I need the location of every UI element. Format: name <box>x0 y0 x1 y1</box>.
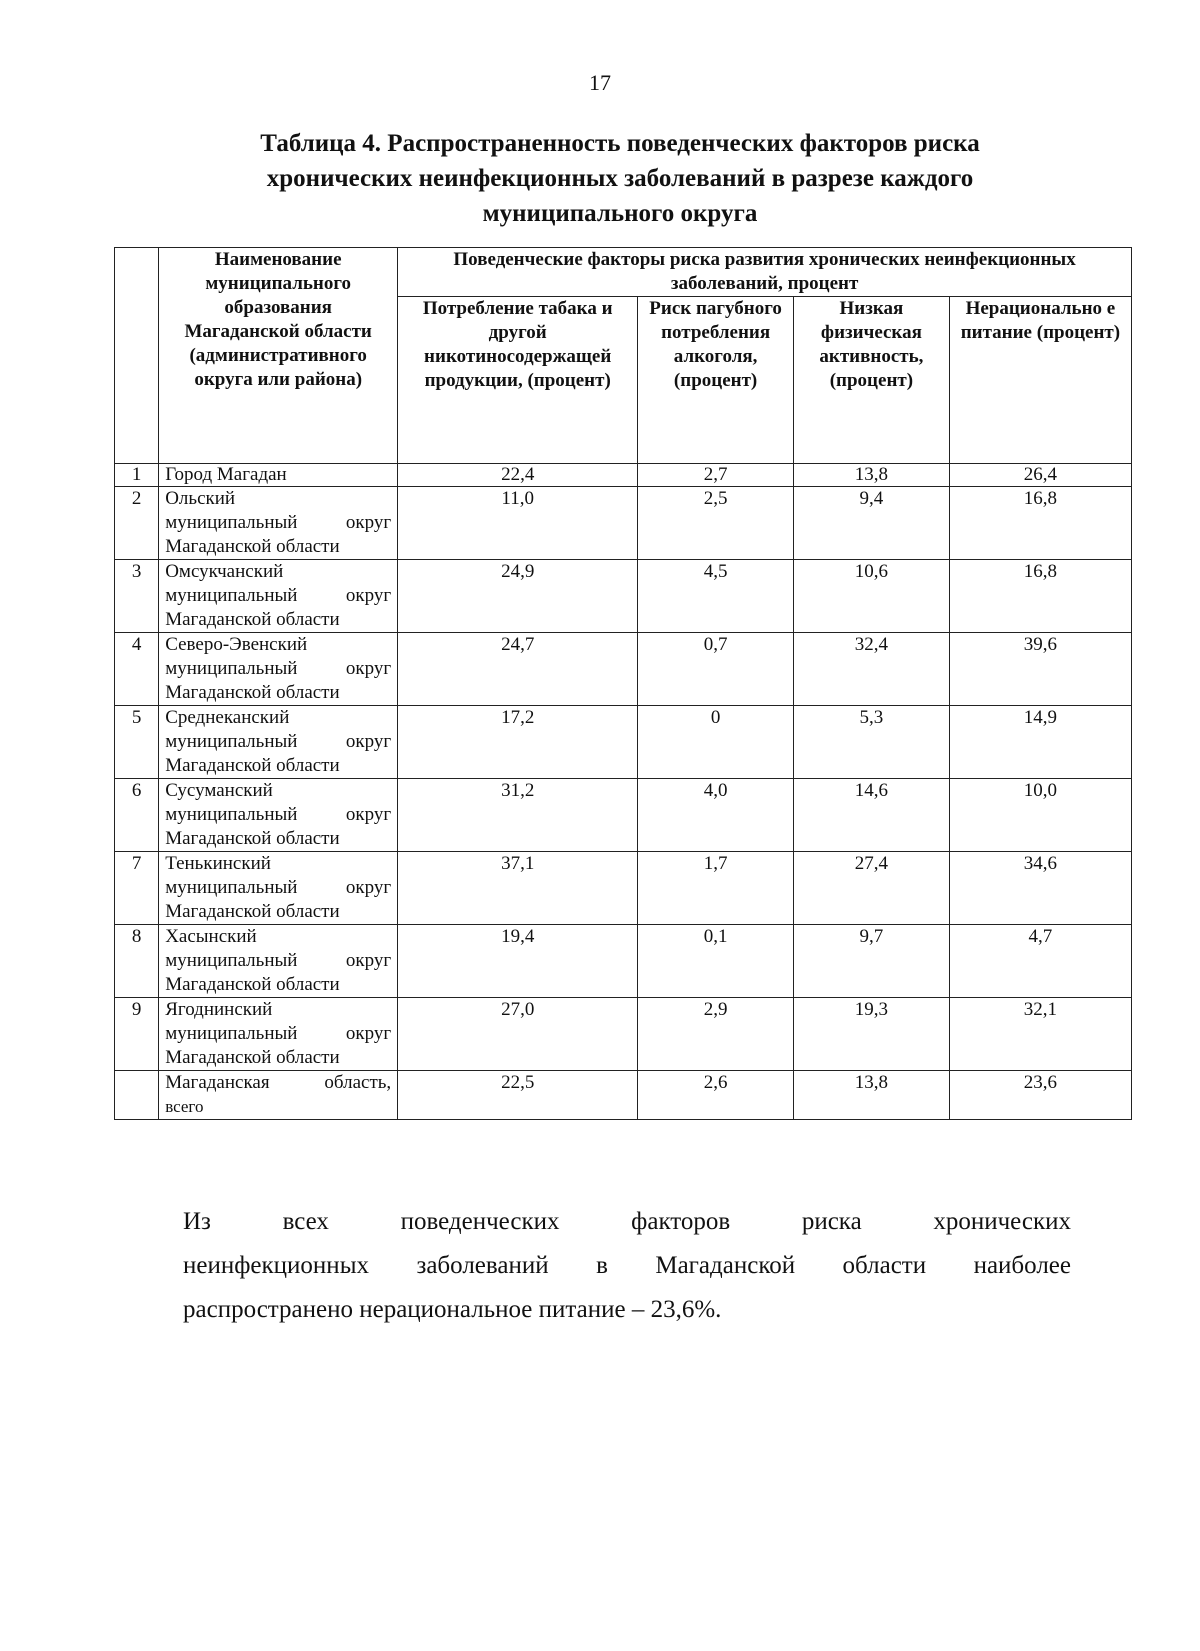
value-tobacco: 24,7 <box>398 633 638 706</box>
value-nutrition: 34,6 <box>949 852 1131 925</box>
value-activity: 32,4 <box>794 633 950 706</box>
municipality-name <box>159 633 398 706</box>
municipality-name-line: муниципальный округ <box>165 877 392 898</box>
paragraph-line: неинфекционных заболеваний в Магаданской области наиболее <box>183 1252 1071 1279</box>
municipality-name <box>159 998 398 1071</box>
municipality-name-line: Среднеканский <box>165 707 290 728</box>
municipality-name-line: муниципальный округ <box>165 1023 392 1044</box>
row-number: 1 <box>115 464 159 487</box>
row-number: 3 <box>115 560 159 633</box>
value-alcohol: 2,6 <box>638 1071 794 1120</box>
value-alcohol: 4,5 <box>638 560 794 633</box>
value-nutrition: 14,9 <box>949 706 1131 779</box>
municipality-name <box>159 852 398 925</box>
header-tobacco: Потребление табака и другой никотиносодержащей продукции, (процент) <box>398 297 638 464</box>
value-activity: 27,4 <box>794 852 950 925</box>
value-alcohol: 2,5 <box>638 487 794 560</box>
municipality-name-line: Магаданская область, <box>165 1072 392 1093</box>
value-tobacco: 19,4 <box>398 925 638 998</box>
value-tobacco: 11,0 <box>398 487 638 560</box>
municipality-name-line: Ягоднинский <box>165 999 273 1020</box>
value-activity: 19,3 <box>794 998 950 1071</box>
header-risk-factors-group: Поведенческие факторы риска развития хронических неинфекционных заболеваний, процент <box>398 248 1132 297</box>
municipality-name-line: Магаданской области <box>165 536 340 557</box>
municipality-name-line: Хасынский <box>165 926 257 947</box>
table-row <box>115 706 1132 779</box>
table-row <box>115 560 1132 633</box>
municipality-name-line: Ольский <box>165 488 236 509</box>
value-activity: 13,8 <box>794 464 950 487</box>
value-nutrition: 39,6 <box>949 633 1131 706</box>
municipality-name-line: всего <box>165 1097 204 1116</box>
value-activity: 13,8 <box>794 1071 950 1120</box>
table-row <box>115 852 1132 925</box>
value-alcohol: 2,7 <box>638 464 794 487</box>
value-nutrition: 26,4 <box>949 464 1131 487</box>
row-number: 2 <box>115 487 159 560</box>
row-number: 7 <box>115 852 159 925</box>
municipality-name-line: Город Магадан <box>165 464 287 485</box>
row-number: 6 <box>115 779 159 852</box>
page-number: 17 <box>589 70 611 95</box>
row-number: 4 <box>115 633 159 706</box>
row-number: 9 <box>115 998 159 1071</box>
value-nutrition: 23,6 <box>949 1071 1131 1120</box>
municipality-name-line: Тенькинский <box>165 853 271 874</box>
value-nutrition: 32,1 <box>949 998 1131 1071</box>
value-alcohol: 0 <box>638 706 794 779</box>
municipality-name-line: Магаданской области <box>165 755 340 776</box>
value-tobacco: 37,1 <box>398 852 638 925</box>
value-activity: 5,3 <box>794 706 950 779</box>
value-nutrition: 10,0 <box>949 779 1131 852</box>
value-tobacco: 27,0 <box>398 998 638 1071</box>
risk-factors-table <box>114 247 1132 1120</box>
municipality-name <box>159 560 398 633</box>
municipality-name <box>159 779 398 852</box>
value-tobacco: 31,2 <box>398 779 638 852</box>
municipality-name-line: Магаданской области <box>165 974 340 995</box>
header-nutrition: Нерационально е питание (процент) <box>949 297 1131 464</box>
municipality-name-line: муниципальный округ <box>165 950 392 971</box>
table-row <box>115 779 1132 852</box>
header-number-cell <box>115 248 159 464</box>
value-nutrition: 16,8 <box>949 560 1131 633</box>
table-row <box>115 925 1132 998</box>
value-nutrition: 16,8 <box>949 487 1131 560</box>
value-tobacco: 24,9 <box>398 560 638 633</box>
header-physical-activity: Низкая физическая активность, (процент) <box>794 297 950 464</box>
value-alcohol: 0,1 <box>638 925 794 998</box>
row-number: 5 <box>115 706 159 779</box>
municipality-name-line: Магаданской области <box>165 901 340 922</box>
municipality-name-line: муниципальный округ <box>165 658 392 679</box>
municipality-name <box>159 487 398 560</box>
row-number <box>115 1071 159 1120</box>
municipality-name <box>159 706 398 779</box>
row-number: 8 <box>115 925 159 998</box>
municipality-name-line: Северо-Эвенский <box>165 634 308 655</box>
municipality-name-line: Магаданской области <box>165 828 340 849</box>
table-row <box>115 464 1132 487</box>
municipality-name-line: муниципальный округ <box>165 585 392 606</box>
table-row <box>115 1071 1132 1120</box>
paragraph-line: Из всех поведенческих факторов риска хронических <box>183 1208 1071 1235</box>
municipality-name-line: муниципальный округ <box>165 512 392 533</box>
table-body <box>115 464 1132 1120</box>
table-row <box>115 633 1132 706</box>
value-tobacco: 22,4 <box>398 464 638 487</box>
value-alcohol: 4,0 <box>638 779 794 852</box>
municipality-name-line: Омсукчанский <box>165 561 284 582</box>
value-alcohol: 1,7 <box>638 852 794 925</box>
municipality-name <box>159 925 398 998</box>
paragraph-line: распространено нерациональное питание – 23,6%. <box>183 1296 722 1323</box>
municipality-name-line: муниципальный округ <box>165 804 392 825</box>
value-activity: 9,4 <box>794 487 950 560</box>
municipality-name-line: муниципальный округ <box>165 731 392 752</box>
table-row <box>115 487 1132 560</box>
value-activity: 9,7 <box>794 925 950 998</box>
conclusion-paragraph <box>183 1200 1071 1332</box>
value-activity: 10,6 <box>794 560 950 633</box>
value-activity: 14,6 <box>794 779 950 852</box>
municipality-name-line: Сусуманский <box>165 780 273 801</box>
table-row <box>115 998 1132 1071</box>
municipality-name <box>159 464 398 487</box>
municipality-name-line: Магаданской области <box>165 609 340 630</box>
table-title: Таблица 4. Распространенность поведенческих факторов риска хронических неинфекционных заболеваний в разрезе каждого муниципального округа <box>260 130 980 227</box>
municipality-name-line: Магаданской области <box>165 1047 340 1068</box>
municipality-name <box>159 1071 398 1120</box>
value-tobacco: 17,2 <box>398 706 638 779</box>
municipality-name-line: Магаданской области <box>165 682 340 703</box>
value-alcohol: 0,7 <box>638 633 794 706</box>
value-alcohol: 2,9 <box>638 998 794 1071</box>
header-municipality: Наименование муниципального образования Магаданской области (административного округа или района) <box>159 248 398 464</box>
value-tobacco: 22,5 <box>398 1071 638 1120</box>
header-alcohol: Риск пагубного потребления алкоголя, (процент) <box>638 297 794 464</box>
value-nutrition: 4,7 <box>949 925 1131 998</box>
